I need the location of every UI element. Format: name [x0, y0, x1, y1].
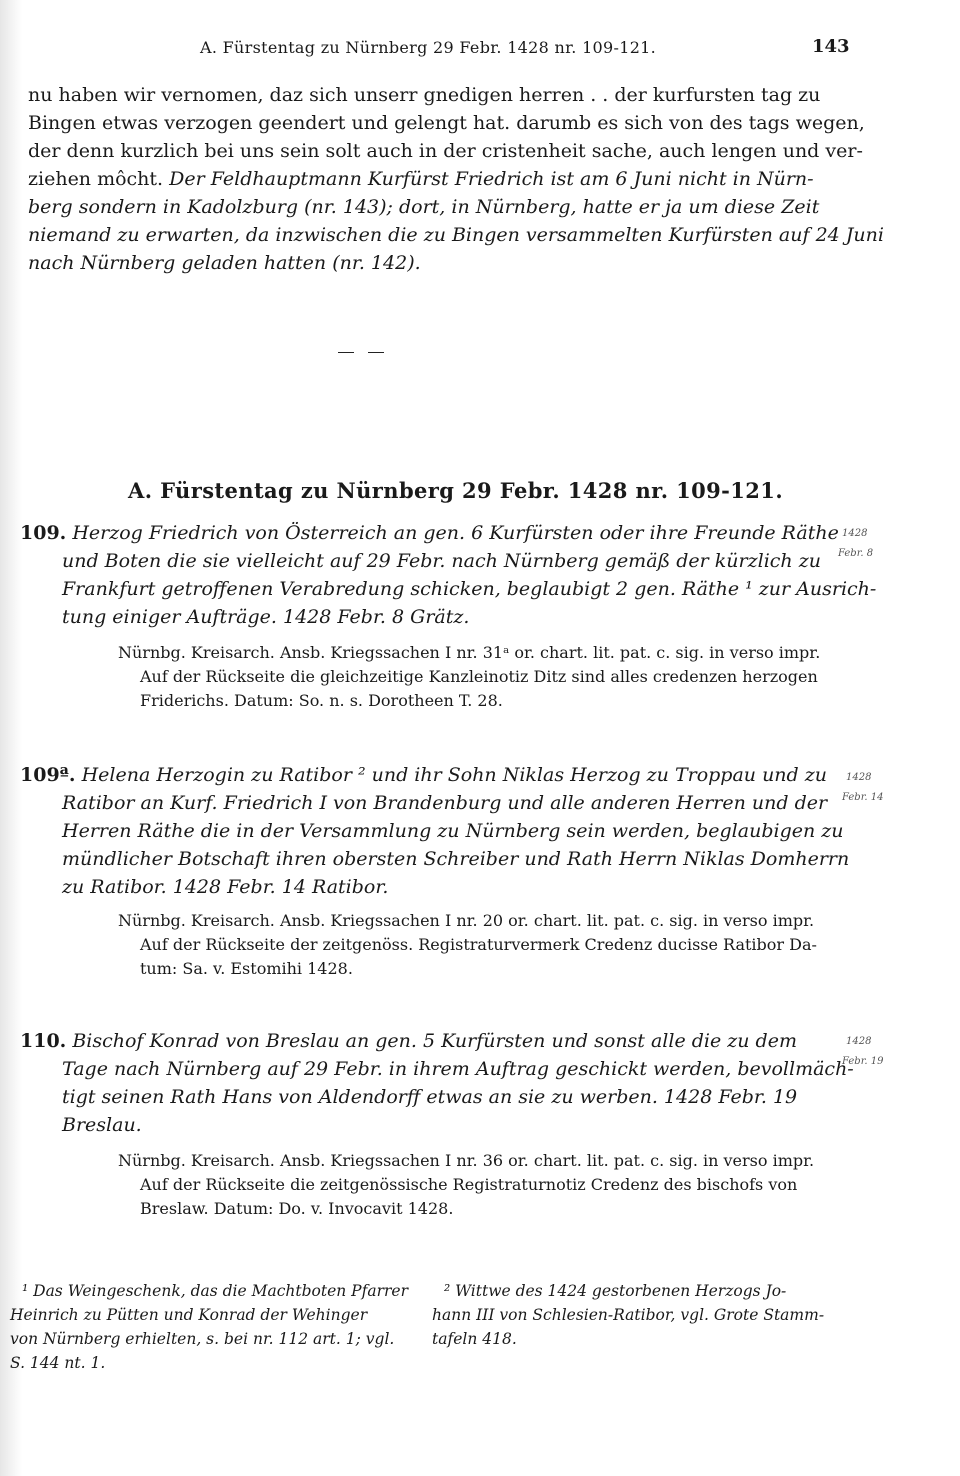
margin-date: 1428	[846, 772, 872, 783]
footnote-1-line: S. 144 nt. 1.	[10, 1354, 106, 1372]
entry-110-line: Breslau.	[62, 1114, 142, 1136]
source-note: tum: Sa. v. Estomihi 1428.	[140, 959, 353, 978]
separator-rule	[338, 352, 354, 353]
entry-109a-line	[20, 764, 827, 786]
source-note: Auf der Rückseite die gleichzeitige Kanzleinotiz Ditz sind alles credenzen herzogen	[140, 667, 818, 686]
source-note: Nürnbg. Kreisarch. Ansb. Kriegssachen I nr. 31ᵃ or. chart. lit. pat. c. sig. in verso impr.	[118, 643, 821, 662]
intro-line: nu haben wir vernomen, daz sich unserr gnedigen herren . . der kurfursten tag zu	[28, 84, 821, 106]
margin-date: Febr. 19	[842, 1056, 884, 1067]
margin-date: Febr. 14	[842, 792, 884, 803]
footnote-2-line: hann III von Schlesien-Ratibor, vgl. Grote Stamm-	[432, 1306, 825, 1324]
editor-note: Der Feldhauptmann Kurfürst Friedrich ist am 6 Juni nicht in Nürn-	[169, 168, 814, 190]
entry-109a-line: mündlicher Botschaft ihren obersten Schreiber und Rath Herrn Niklas Domherrn	[62, 848, 850, 870]
entry-109a-line: Herren Räthe die in der Versammlung zu Nürnberg sein werden, beglaubigen zu	[62, 820, 844, 842]
editor-note-line: berg sondern in Kadolzburg (nr. 143); dort, in Nürnberg, hatte er ja um diese Zeit	[28, 196, 820, 218]
entry-110-line: Tage nach Nürnberg auf 29 Febr. in ihrem Auftrag geschickt werden, bevollmäch-	[62, 1058, 854, 1080]
source-note: Nürnbg. Kreisarch. Ansb. Kriegssachen I nr. 36 or. chart. lit. pat. c. sig. in verso impr.	[118, 1151, 815, 1170]
entry-number: 109.	[20, 522, 67, 544]
intro-line: der denn kurzlich bei uns sein solt auch in der cristenheit sache, auch lengen und ver-	[28, 140, 863, 162]
source-note: Friderichs. Datum: So. n. s. Dorotheen T. 28.	[140, 691, 503, 710]
intro-line	[28, 168, 814, 190]
editor-note-line: nach Nürnberg geladen hatten (nr. 142).	[28, 252, 421, 274]
source-note: Auf der Rückseite der zeitgenöss. Registraturvermerk Credenz ducisse Ratibor Da-	[140, 935, 817, 954]
source-note: Breslaw. Datum: Do. v. Invocavit 1428.	[140, 1199, 454, 1218]
entry-regest: Bischof Konrad von Breslau an gen. 5 Kurfürsten und sonst alle die zu dem	[72, 1030, 797, 1052]
entry-regest: Herzog Friedrich von Österreich an gen. 6 Kurfürsten oder ihre Freunde Räthe	[72, 522, 839, 544]
entry-110-line	[20, 1030, 797, 1052]
source-note: Nürnbg. Kreisarch. Ansb. Kriegssachen I nr. 20 or. chart. lit. pat. c. sig. in verso impr.	[118, 911, 815, 930]
footnote-1-line: ¹ Das Weingeschenk, das die Machtboten Pfarrer	[22, 1282, 408, 1300]
entry-109a-line: Ratibor an Kurf. Friedrich I von Brandenburg und alle anderen Herren und der	[62, 792, 828, 814]
footnote-1-line: Heinrich zu Pütten und Konrad der Wehinger	[10, 1306, 368, 1324]
entry-number: 109ª.	[20, 764, 76, 786]
scan-edge-shadow	[0, 0, 22, 1476]
entry-regest: Helena Herzogin zu Ratibor ² und ihr Sohn Niklas Herzog zu Troppau und zu	[81, 764, 827, 786]
section-heading: A. Fürstentag zu Nürnberg 29 Febr. 1428 nr. 109-121.	[128, 478, 784, 503]
entry-109-line: und Boten die sie vielleicht auf 29 Febr. nach Nürnberg gemäß der kürzlich zu	[62, 550, 821, 572]
intro-text: ziehen môcht.	[28, 168, 164, 190]
intro-line: Bingen etwas verzogen geendert und gelengt hat. darumb es sich von des tags wegen,	[28, 112, 865, 134]
footnote-2-line: ² Wittwe des 1424 gestorbenen Herzogs Jo-	[444, 1282, 787, 1300]
entry-110-line: tigt seinen Rath Hans von Aldendorff etwas an sie zu werben. 1428 Febr. 19	[62, 1086, 798, 1108]
entry-109-line: Frankfurt getroffenen Verabredung schicken, beglaubigt 2 gen. Räthe ¹ zur Ausrich-	[62, 578, 877, 600]
entry-109-line	[20, 522, 839, 544]
running-title: A. Fürstentag zu Nürnberg 29 Febr. 1428 nr. 109-121.	[200, 38, 657, 57]
margin-date: 1428	[842, 528, 868, 539]
separator-rule	[368, 352, 384, 353]
page-number: 143	[812, 36, 850, 57]
margin-date: 1428	[846, 1036, 872, 1047]
footnote-2-line: tafeln 418.	[432, 1330, 517, 1348]
entry-109-line: tung einiger Aufträge. 1428 Febr. 8 Grätz.	[62, 606, 470, 628]
editor-note-line: niemand zu erwarten, da inzwischen die zu Bingen versammelten Kurfürsten auf 24 Juni	[28, 224, 884, 246]
margin-date: Febr. 8	[838, 548, 874, 559]
source-note: Auf der Rückseite die zeitgenössische Registraturnotiz Credenz des bischofs von	[140, 1175, 798, 1194]
entry-109a-line: zu Ratibor. 1428 Febr. 14 Ratibor.	[62, 876, 389, 898]
entry-number: 110.	[20, 1030, 67, 1052]
footnote-1-line: von Nürnberg erhielten, s. bei nr. 112 art. 1; vgl.	[10, 1330, 395, 1348]
